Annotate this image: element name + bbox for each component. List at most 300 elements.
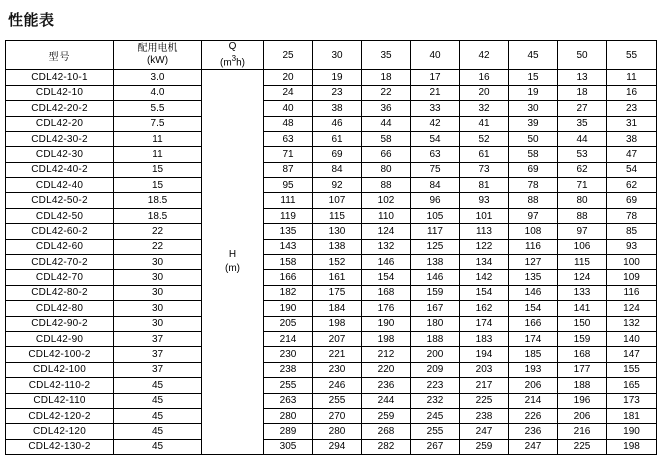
cell-head-value: 48 [264,116,313,131]
cell-head-value: 71 [558,178,607,193]
cell-head-value: 135 [264,224,313,239]
cell-head-value: 27 [558,101,607,116]
cell-model: CDL42-20 [6,116,114,131]
cell-head-value: 244 [362,393,411,408]
cell-head-value: 175 [313,285,362,300]
cell-head-value: 214 [264,331,313,346]
cell-head-value: 101 [460,208,509,223]
cell-head-value: 154 [362,270,411,285]
cell-head-value: 198 [362,331,411,346]
cell-head-value: 122 [460,239,509,254]
cell-head-value: 113 [460,224,509,239]
cell-head-value: 168 [558,347,607,362]
header-motor [114,41,202,70]
cell-head-value: 102 [362,193,411,208]
cell-head-value: 52 [460,131,509,146]
header-flow-unit-prefix: (m [219,56,232,68]
page-container [0,9,661,453]
cell-head-value: 58 [362,131,411,146]
cell-head-value: 138 [313,239,362,254]
cell-head-value: 180 [411,316,460,331]
header-motor-line1: 配用电机 [137,42,178,54]
cell-head-value: 230 [313,362,362,377]
table-header [6,41,657,70]
table-row [6,393,657,408]
cell-head-value: 146 [362,255,411,270]
table-row [6,147,657,162]
cell-head-value: 152 [313,255,362,270]
table-row [6,131,657,146]
cell-head-value: 159 [411,285,460,300]
cell-motor-power: 30 [114,270,202,285]
cell-head-value: 21 [411,85,460,100]
cell-head-value: 184 [313,301,362,316]
cell-head-value: 188 [411,331,460,346]
cell-head-value: 190 [362,316,411,331]
cell-motor-power: 7.5 [114,116,202,131]
cell-head-value: 88 [362,178,411,193]
cell-model: CDL42-30-2 [6,131,114,146]
cell-head-value: 19 [313,70,362,85]
cell-head-value: 190 [607,424,657,439]
cell-head-value: 93 [460,193,509,208]
cell-head-value: 41 [460,116,509,131]
cell-head-value: 63 [411,147,460,162]
header-flow-unit [202,54,263,70]
cell-head-value: 115 [558,255,607,270]
cell-head-value: 38 [607,131,657,146]
cell-head-value: 124 [362,224,411,239]
cell-head-value: 32 [460,101,509,116]
cell-head-value: 263 [264,393,313,408]
table-row [6,101,657,116]
cell-head-value: 125 [411,239,460,254]
cell-head-value: 58 [509,147,558,162]
cell-model: CDL42-100-2 [6,347,114,362]
cell-head-value: 194 [460,347,509,362]
cell-model: CDL42-40 [6,178,114,193]
cell-head-value: 19 [509,85,558,100]
cell-motor-power: 45 [114,393,202,408]
cell-head-value: 87 [264,162,313,177]
cell-head-value: 232 [411,393,460,408]
table-row [6,162,657,177]
cell-motor-power: 3.0 [114,70,202,85]
cell-model: CDL42-50 [6,208,114,223]
cell-head-value: 185 [509,347,558,362]
table-row [6,224,657,239]
cell-head-value: 188 [558,378,607,393]
cell-model: CDL42-50-2 [6,193,114,208]
cell-head-value: 183 [460,331,509,346]
table-row [6,116,657,131]
cell-head-value: 109 [607,270,657,285]
table-row [6,408,657,423]
header-flow [202,41,264,70]
cell-head-value: 17 [411,70,460,85]
cell-motor-power: 22 [114,239,202,254]
cell-head-value: 141 [558,301,607,316]
cell-head-value: 247 [460,424,509,439]
cell-head-value: 206 [558,408,607,423]
cell-head-value: 135 [509,270,558,285]
cell-head-value: 11 [607,70,657,85]
cell-head-value: 220 [362,362,411,377]
cell-head-value: 78 [509,178,558,193]
cell-head-value: 100 [607,255,657,270]
cell-motor-power: 30 [114,285,202,300]
cell-head-value: 245 [411,408,460,423]
cell-head-value: 174 [509,331,558,346]
cell-motor-power: 37 [114,331,202,346]
cell-head-value: 38 [313,101,362,116]
cell-head-value: 116 [509,239,558,254]
cell-head-value: 154 [460,285,509,300]
cell-head-value: 46 [313,116,362,131]
cell-motor-power: 11 [114,131,202,146]
cell-model: CDL42-90 [6,331,114,346]
cell-head-value: 97 [558,224,607,239]
cell-head-value: 15 [509,70,558,85]
cell-head-value: 146 [411,270,460,285]
cell-head-value: 216 [558,424,607,439]
cell-motor-power: 30 [114,255,202,270]
cell-head-value: 173 [607,393,657,408]
cell-model: CDL42-10 [6,85,114,100]
cell-head-value: 69 [509,162,558,177]
cell-motor-power: 45 [114,439,202,454]
cell-head-value: 80 [362,162,411,177]
cell-head-value: 35 [558,116,607,131]
header-flow-col-5: 45 [509,41,558,70]
cell-head-value: 155 [607,362,657,377]
cell-head-value: 88 [558,208,607,223]
cell-head-value: 280 [313,424,362,439]
header-flow-col-0: 25 [264,41,313,70]
cell-head-value: 246 [313,378,362,393]
cell-head-value: 190 [264,301,313,316]
cell-head-value: 162 [460,301,509,316]
table-row [6,270,657,285]
cell-head-value: 161 [313,270,362,285]
cell-motor-power: 30 [114,316,202,331]
cell-head-value: 84 [411,178,460,193]
cell-head-value: 268 [362,424,411,439]
table-row [6,378,657,393]
cell-head-value: 280 [264,408,313,423]
cell-motor-power: 22 [114,224,202,239]
cell-head-value: 132 [607,316,657,331]
cell-head-value: 165 [607,378,657,393]
cell-head-value: 36 [362,101,411,116]
cell-head-value: 62 [558,162,607,177]
cell-head-value: 207 [313,331,362,346]
cell-head-value: 225 [460,393,509,408]
cell-head-value: 230 [264,347,313,362]
cell-head-value: 61 [313,131,362,146]
cell-head-value: 127 [509,255,558,270]
cell-head-value: 75 [411,162,460,177]
cell-head-value: 16 [607,85,657,100]
table-body [6,70,657,455]
cell-head-value: 223 [411,378,460,393]
cell-head-value: 110 [362,208,411,223]
cell-head-value: 196 [558,393,607,408]
cell-head-value: 111 [264,193,313,208]
performance-table [5,40,657,455]
page-title: 性能表 [8,12,55,29]
cell-head-value: 124 [558,270,607,285]
cell-head-value: 255 [264,378,313,393]
cell-motor-power: 45 [114,424,202,439]
cell-head-value: 50 [509,131,558,146]
cell-head-value: 54 [411,131,460,146]
cell-head-value: 66 [362,147,411,162]
cell-model: CDL42-130-2 [6,439,114,454]
cell-head-value: 18 [558,85,607,100]
cell-motor-power: 45 [114,408,202,423]
cell-head-value: 221 [313,347,362,362]
cell-head-value: 212 [362,347,411,362]
cell-head-value: 209 [411,362,460,377]
table-row [6,70,657,85]
cell-head-value: 247 [509,439,558,454]
cell-head-value: 142 [460,270,509,285]
cell-head-value: 174 [460,316,509,331]
cell-head-value: 214 [509,393,558,408]
cell-head-value: 85 [607,224,657,239]
head-unit: (m) [225,263,240,275]
cell-head-value: 267 [411,439,460,454]
cell-head-value: 54 [607,162,657,177]
cell-head-value: 255 [313,393,362,408]
cell-head-value: 167 [411,301,460,316]
cell-head-value: 93 [607,239,657,254]
table-row [6,362,657,377]
cell-head-value: 69 [313,147,362,162]
cell-motor-power: 4.0 [114,85,202,100]
cell-head-value: 143 [264,239,313,254]
cell-head-value: 159 [558,331,607,346]
cell-head-value: 238 [460,408,509,423]
cell-head-value: 42 [411,116,460,131]
cell-head-value: 23 [313,85,362,100]
cell-head-value: 226 [509,408,558,423]
header-motor-line2: (kW) [146,55,169,67]
table-row [6,255,657,270]
header-flow-col-2: 35 [362,41,411,70]
cell-model: CDL42-80-2 [6,285,114,300]
cell-model: CDL42-120-2 [6,408,114,423]
cell-head-value: 236 [362,378,411,393]
cell-head-value: 193 [509,362,558,377]
cell-head-value: 31 [607,116,657,131]
header-flow-unit-suffix: h) [236,56,246,68]
table-row [6,316,657,331]
table-row [6,439,657,454]
cell-head-value: 44 [362,116,411,131]
cell-head-value: 105 [411,208,460,223]
cell-head-value: 97 [509,208,558,223]
cell-head-value: 134 [460,255,509,270]
cell-head-value: 88 [509,193,558,208]
cell-model: CDL42-120 [6,424,114,439]
cell-head-value: 47 [607,147,657,162]
cell-head-value: 73 [460,162,509,177]
cell-head-value: 40 [264,101,313,116]
table-row [6,239,657,254]
cell-head-value: 255 [411,424,460,439]
table-row [6,208,657,223]
table-row [6,424,657,439]
table-row [6,301,657,316]
cell-head-value: 115 [313,208,362,223]
cell-model: CDL42-20-2 [6,101,114,116]
cell-model: CDL42-110 [6,393,114,408]
cell-head-value: 132 [362,239,411,254]
cell-head-value: 259 [460,439,509,454]
cell-motor-power: 11 [114,147,202,162]
cell-model: CDL42-100 [6,362,114,377]
cell-motor-power: 18.5 [114,208,202,223]
cell-head-value: 96 [411,193,460,208]
cell-motor-power: 45 [114,378,202,393]
cell-head-value: 16 [460,70,509,85]
cell-head-value: 124 [607,301,657,316]
cell-head-value: 107 [313,193,362,208]
cell-head-value: 182 [264,285,313,300]
cell-head-value: 30 [509,101,558,116]
cell-head-value: 238 [264,362,313,377]
cell-model: CDL42-110-2 [6,378,114,393]
cell-head-value: 270 [313,408,362,423]
header-flow-col-4: 42 [460,41,509,70]
cell-head-value: 150 [558,316,607,331]
cell-head-value: 236 [509,424,558,439]
cell-head-value: 80 [558,193,607,208]
table-row [6,178,657,193]
cell-motor-power: 18.5 [114,193,202,208]
cell-head-value: 22 [362,85,411,100]
header-flow-col-6: 50 [558,41,607,70]
cell-model: CDL42-40-2 [6,162,114,177]
cell-model: CDL42-80 [6,301,114,316]
cell-head-value: 217 [460,378,509,393]
cell-head-value: 176 [362,301,411,316]
cell-head-value: 166 [264,270,313,285]
cell-model: CDL42-70 [6,270,114,285]
cell-head-value: 200 [411,347,460,362]
header-flow-symbol: Q [228,41,237,52]
cell-head-value: 130 [313,224,362,239]
cell-head-value: 78 [607,208,657,223]
cell-head-value: 20 [264,70,313,85]
performance-table-wrapper [5,40,656,455]
header-row [6,41,657,70]
cell-head-value: 154 [509,301,558,316]
header-model: 型号 [6,41,114,70]
cell-head-value: 168 [362,285,411,300]
cell-head-value: 282 [362,439,411,454]
table-row [6,285,657,300]
cell-head-value: 205 [264,316,313,331]
cell-head-value: 294 [313,439,362,454]
cell-head-value: 289 [264,424,313,439]
cell-motor-power: 5.5 [114,101,202,116]
cell-head-value: 92 [313,178,362,193]
cell-model: CDL42-10-1 [6,70,114,85]
table-row [6,331,657,346]
cell-head-value: 181 [607,408,657,423]
cell-motor-power: 37 [114,362,202,377]
cell-head-value: 140 [607,331,657,346]
cell-head-value: 18 [362,70,411,85]
cell-head-value: 166 [509,316,558,331]
header-flow-col-7: 55 [607,41,657,70]
cell-head-value: 147 [607,347,657,362]
cell-head-value: 106 [558,239,607,254]
cell-head-value: 108 [509,224,558,239]
cell-head-value: 95 [264,178,313,193]
cell-model: CDL42-60-2 [6,224,114,239]
cell-head-label [202,70,264,455]
cell-head-value: 138 [411,255,460,270]
cell-model: CDL42-30 [6,147,114,162]
cell-head-value: 133 [558,285,607,300]
cell-head-value: 259 [362,408,411,423]
cell-head-value: 53 [558,147,607,162]
cell-head-value: 158 [264,255,313,270]
cell-head-value: 69 [607,193,657,208]
cell-head-value: 198 [607,439,657,454]
cell-head-value: 177 [558,362,607,377]
table-row [6,85,657,100]
cell-motor-power: 15 [114,178,202,193]
table-row [6,347,657,362]
cell-head-value: 62 [607,178,657,193]
cell-head-value: 71 [264,147,313,162]
header-flow-unit-sup: 3 [231,53,237,63]
cell-head-value: 225 [558,439,607,454]
cell-head-value: 84 [313,162,362,177]
cell-head-value: 61 [460,147,509,162]
cell-head-value: 146 [509,285,558,300]
cell-head-value: 206 [509,378,558,393]
cell-motor-power: 15 [114,162,202,177]
cell-head-value: 23 [607,101,657,116]
table-row [6,193,657,208]
header-flow-col-3: 40 [411,41,460,70]
cell-model: CDL42-70-2 [6,255,114,270]
cell-head-value: 39 [509,116,558,131]
cell-head-value: 198 [313,316,362,331]
cell-head-value: 24 [264,85,313,100]
cell-motor-power: 37 [114,347,202,362]
cell-head-value: 13 [558,70,607,85]
cell-motor-power: 30 [114,301,202,316]
cell-model: CDL42-60 [6,239,114,254]
cell-model: CDL42-90-2 [6,316,114,331]
cell-head-value: 305 [264,439,313,454]
head-symbol: H [228,249,237,261]
cell-head-value: 116 [607,285,657,300]
cell-head-value: 203 [460,362,509,377]
header-flow-col-1: 30 [313,41,362,70]
cell-head-value: 44 [558,131,607,146]
cell-head-value: 20 [460,85,509,100]
cell-head-value: 81 [460,178,509,193]
cell-head-value: 33 [411,101,460,116]
